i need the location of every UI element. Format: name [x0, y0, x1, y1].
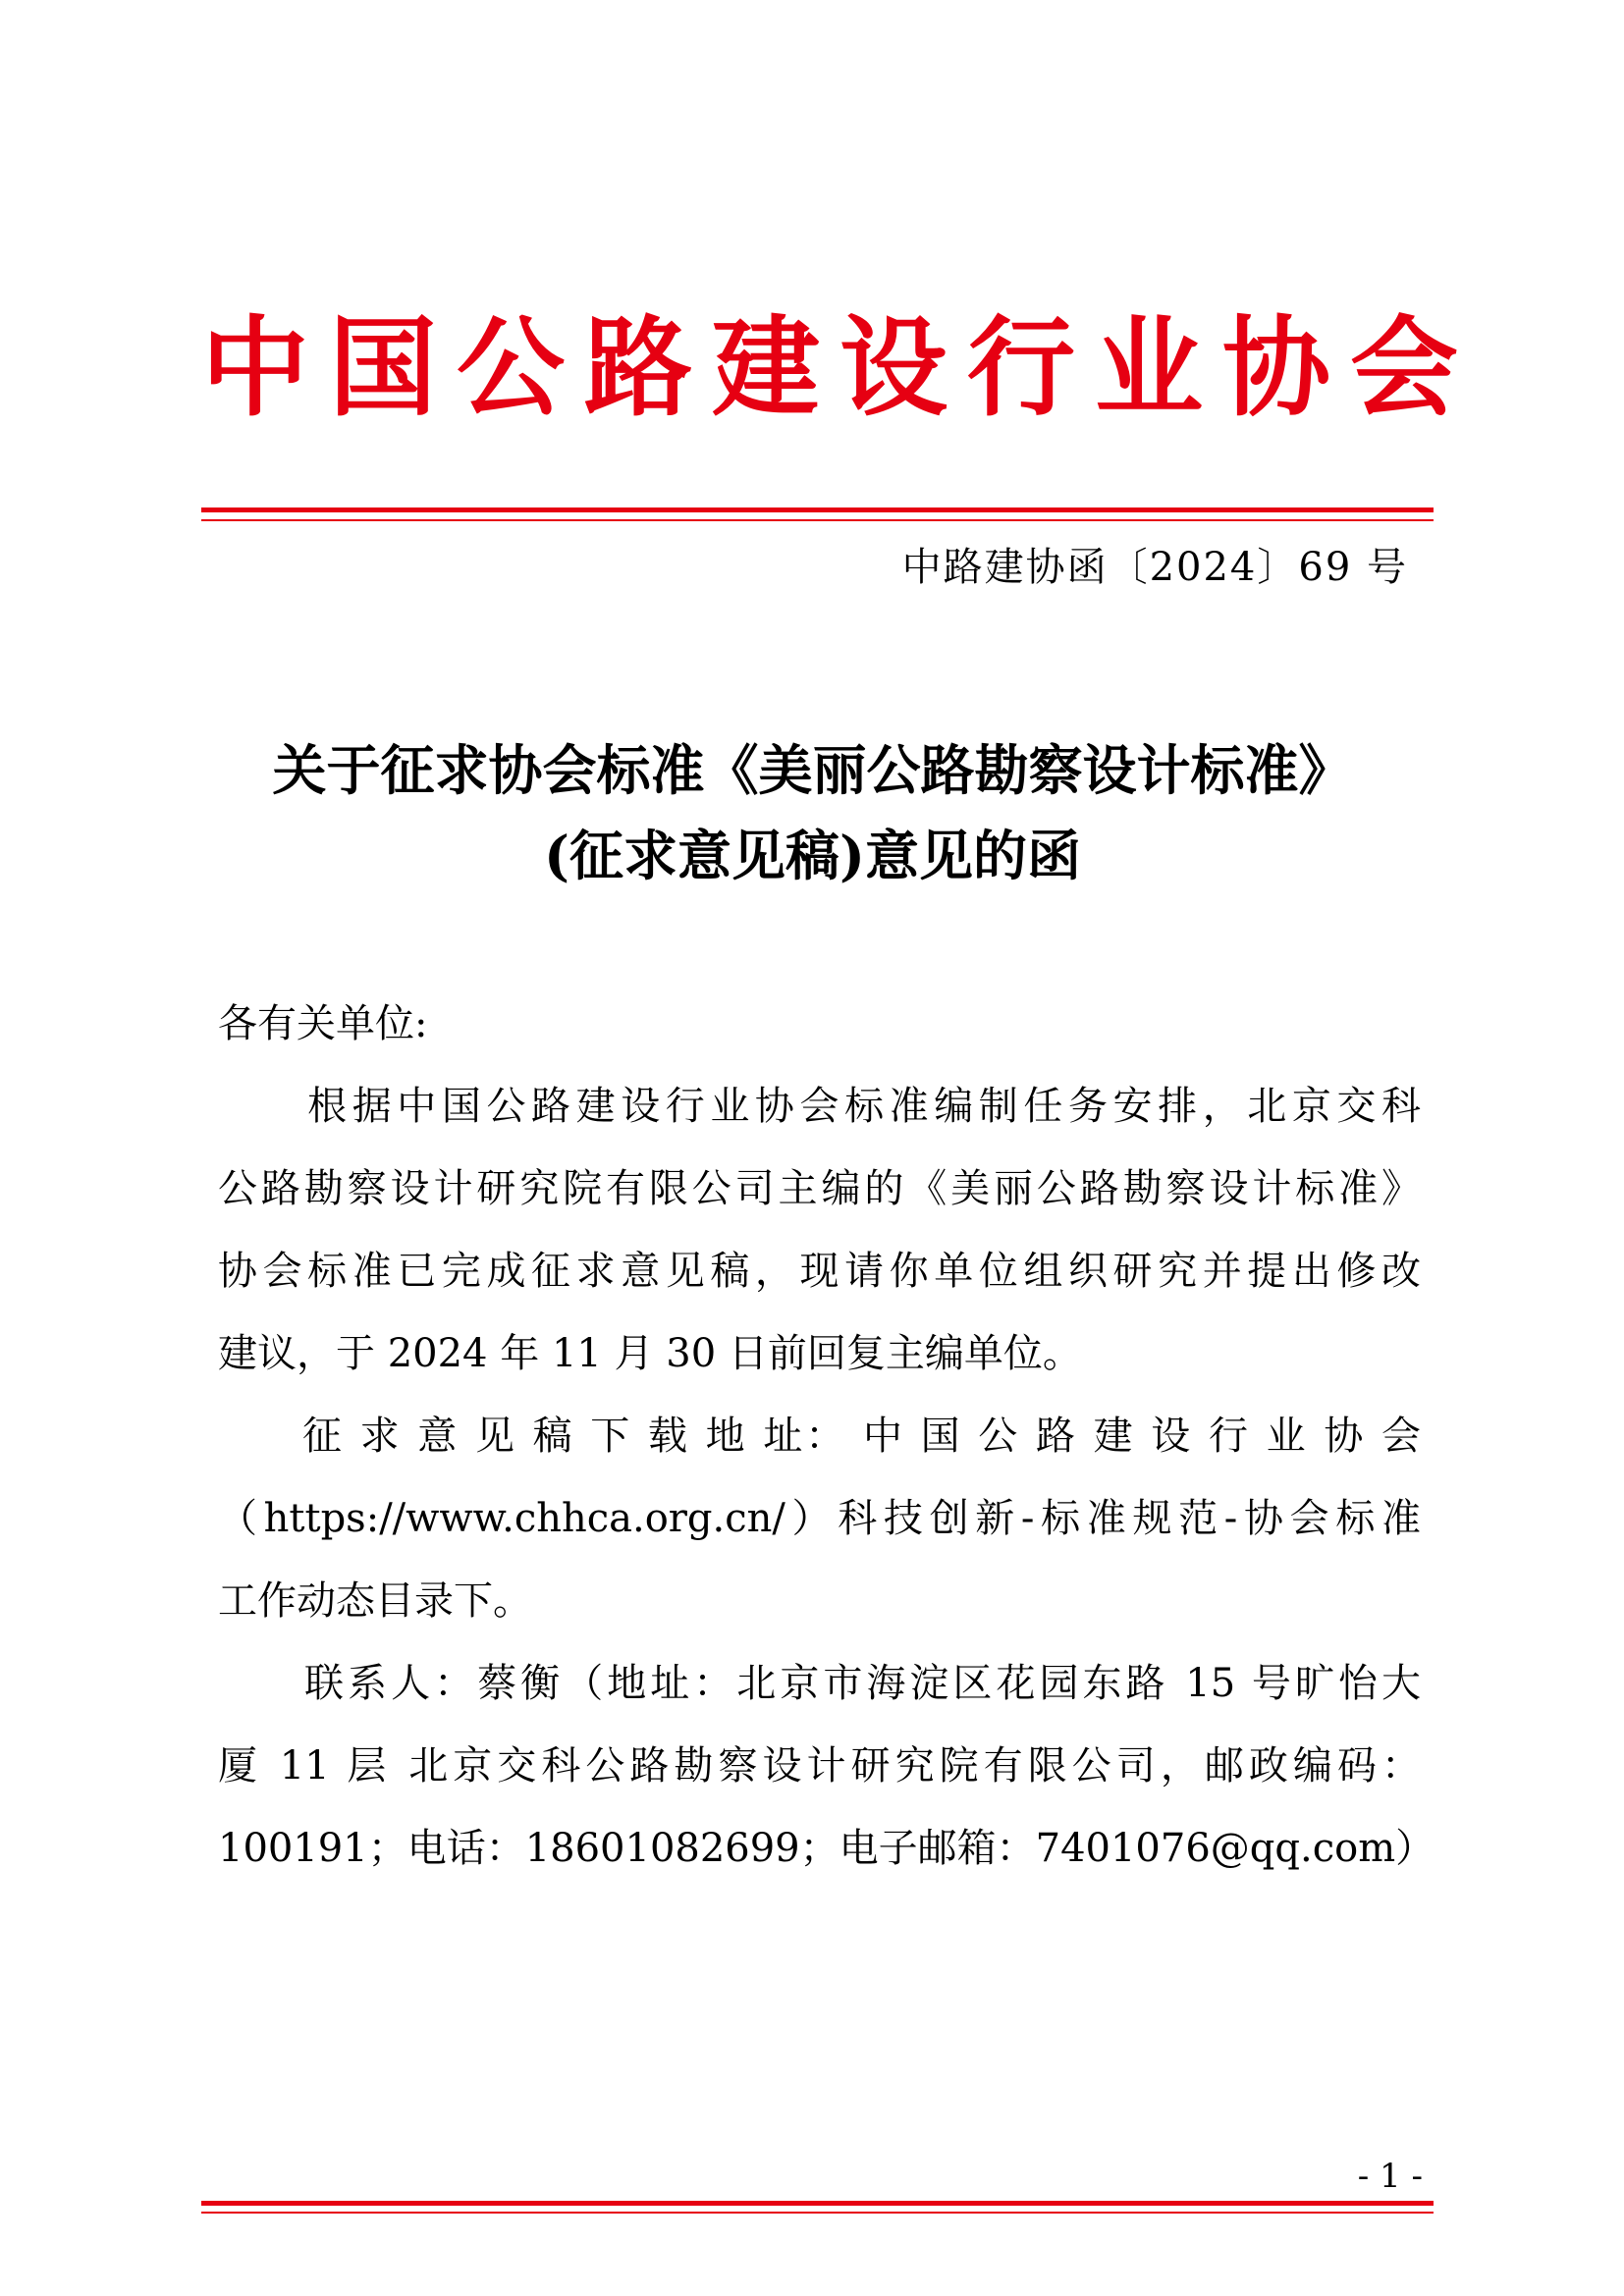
title-line-1: 关于征求协会标准《美丽公路勘察设计标准》: [272, 738, 1353, 802]
paragraph-line: 工作动态目录下。: [218, 1578, 532, 1624]
letterhead-thin-rule: [201, 519, 1434, 521]
page-number: - 1 -: [1357, 2157, 1423, 2196]
paragraph-line: 征 求 意 见 稿 下 载 地 址： 中 国 公 路 建 设 行 业 协 会: [218, 1414, 1421, 1459]
salutation: 各有关单位:: [218, 1001, 428, 1046]
title-line-2: (征求意见稿)意见的函: [543, 824, 1082, 887]
footer-thick-rule: [201, 2201, 1434, 2206]
document-number: 中路建协函〔2024〕69 号: [901, 545, 1408, 590]
download-url-line: （https://www.chhca.org.cn/）科技创新-标准规范-协会标准: [218, 1496, 1421, 1541]
contact-line: 联系人：蔡衡（地址：北京市海淀区花园东路 15 号旷怡大: [218, 1661, 1421, 1706]
contact-line: 厦 11 层 北京交科公路勘察设计研究院有限公司，邮政编码：: [218, 1743, 1421, 1789]
paragraph-line: 建议，于 2024 年 11 月 30 日前回复主编单位。: [218, 1331, 1082, 1376]
letterhead-org-name: 中国公路建设行业协会: [201, 305, 1478, 431]
paragraph-line: 根据中国公路建设行业协会标准编制任务安排，北京交科: [218, 1084, 1421, 1129]
letterhead-thick-rule: [201, 507, 1434, 512]
paragraph-line: 公路勘察设计研究院有限公司主编的《美丽公路勘察设计标准》: [218, 1166, 1421, 1211]
paragraph-line: 协会标准已完成征求意见稿，现请你单位组织研究并提出修改: [218, 1249, 1421, 1294]
footer-thin-rule: [201, 2212, 1434, 2214]
contact-line: 100191；电话：18601082699；电子邮箱：7401076@qq.com）: [218, 1826, 1435, 1871]
